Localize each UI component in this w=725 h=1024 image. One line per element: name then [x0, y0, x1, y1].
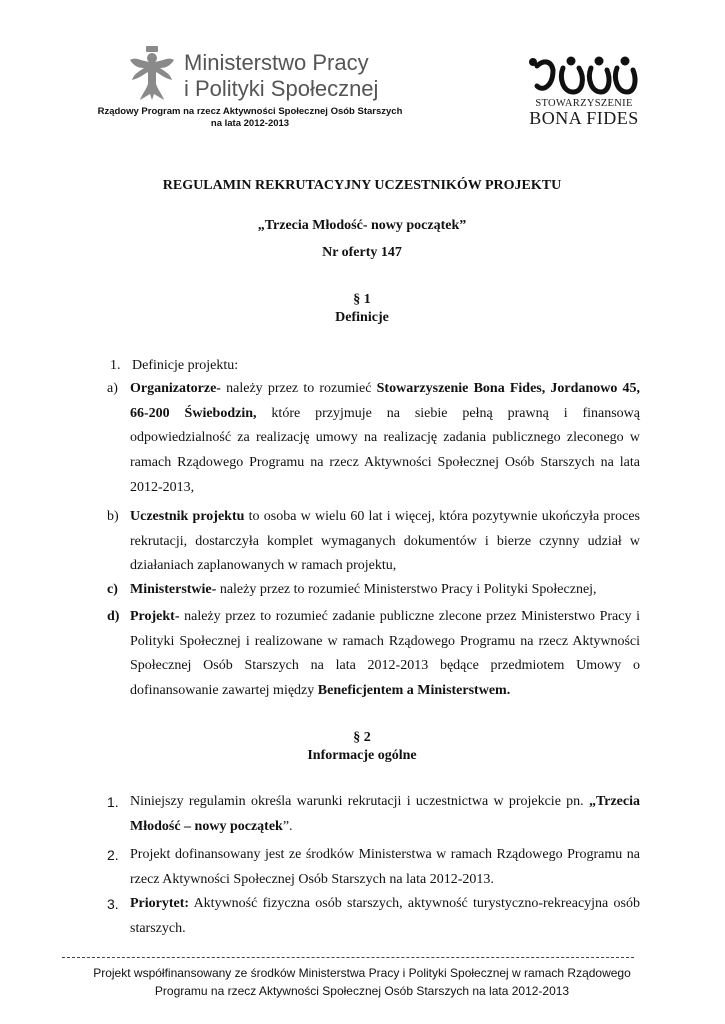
info-text: Niniejszy regulamin określa warunki rekrutacji i uczestnictwa w projekcie pn.: [130, 794, 589, 809]
info-item: [107, 892, 640, 941]
item-marker: d): [107, 609, 120, 624]
definition-text: które przyjmuje na siebie pełną prawną i finansową odpowiedzialność za realizację umowy na realizację zadania publicznego zleconego w ramach Rządowego Programu na rzecz Aktywności Społecznej Osób Starszych na lata 2012-2013,: [130, 405, 641, 495]
project-title: „Trzecia Młodość- nowy początek”: [257, 218, 467, 233]
definition-term: Organizatorze-: [130, 381, 221, 396]
definition-text: należy przez to rozumieć: [220, 381, 377, 396]
section2-title: Informacje ogólne: [307, 748, 417, 763]
footer-line2: Programu na rzecz Aktywności Społecznej Osób Starszych na lata 2012-2013: [154, 984, 570, 998]
definition-bold-text: Beneficjentem a Ministerstwem.: [317, 683, 511, 699]
ministry-line1: Ministerstwo Pracy: [184, 50, 369, 75]
definition-term: Projekt-: [130, 609, 180, 624]
definitions-intro: [110, 354, 238, 379]
info-item: [107, 790, 640, 839]
offer-number: Nr oferty 147: [322, 245, 402, 260]
item-marker: b): [107, 509, 119, 524]
footer-line1: Projekt współfinansowany ze środków Ministerstwa Pracy i Polityki Społecznej w ramach Rządowego: [93, 966, 631, 980]
definition-item: [107, 377, 640, 501]
polish-eagle-icon: [128, 44, 176, 102]
program-line1: Rządowy Program na rzecz Aktywności Społecznej Osób Starszych: [97, 106, 403, 117]
program-caption: [80, 106, 420, 130]
association-name-line1: STOWARZYSZENIE: [535, 98, 633, 109]
definition-item: [107, 578, 640, 603]
info-bold-text: „Trzecia Młodość – nowy początek: [130, 794, 640, 834]
section1-title: Definicje: [335, 310, 389, 325]
item-number: 1.: [107, 794, 119, 810]
definition-item: [107, 505, 640, 579]
bona-fides-logo-icon: [529, 56, 639, 98]
definition-term: Ministerstwie-: [130, 582, 217, 597]
footer: [62, 964, 662, 1000]
definition-item: [107, 605, 640, 704]
definition-term: Uczestnik projektu: [130, 509, 245, 524]
definition-text: należy przez to rozumieć zadanie publiczne zlecone przez Ministerstwo Pracy i Polityki Społecznej i realizowane w ramach Rządowego Programu na rzecz Aktywności Społecznej Osób Starszych na lata 2012-2013 będące przedmiotem Umowy o dofinansowanie zawartej między: [130, 609, 640, 699]
info-text: Projekt dofinansowany jest ze środków Ministerstwa w ramach Rządowego Programu na rzecz Aktywności Społecznej Osób Starszych na lata 2012-2013.: [130, 847, 640, 887]
definitions-intro-number: 1.: [110, 358, 121, 373]
info-item: [107, 843, 640, 892]
info-text: Aktywność fizyczna osób starszych, aktywność turystyczno-rekreacyjna osób starszych.: [130, 896, 640, 936]
ministry-name: [184, 50, 378, 102]
program-line2: na lata 2012-2013: [210, 118, 290, 129]
info-bold-text: Priorytet:: [130, 896, 190, 911]
association-name-line2: BONA FIDES: [529, 108, 639, 128]
footer-divider: [62, 957, 634, 958]
item-marker: a): [107, 381, 118, 396]
ministry-line2: i Polityki Społecznej: [184, 76, 379, 101]
item-marker: c): [107, 582, 118, 597]
definition-text: to osoba w wielu 60 lat i więcej, która pozytywnie ukończyła proces rekrutacji, dostarczyła komplet wymaganych dokumentów i bierze czynny udział w działaniach zaplanowanych w ramach projektu,: [130, 509, 640, 574]
definition-text: należy przez to rozumieć Ministerstwo Pracy i Polityki Społecznej,: [216, 582, 597, 597]
item-number: 2.: [107, 847, 119, 863]
item-number: 3.: [107, 896, 119, 912]
definition-bold-text: Stowarzyszenie Bona Fides, Jordanowo 45, 66-200 Świebodzin,: [130, 381, 640, 421]
info-text: ”.: [282, 818, 293, 834]
definitions-intro-text: Definicje projektu:: [132, 358, 239, 373]
section2-symbol: § 2: [353, 730, 371, 745]
document-title: REGULAMIN REKRUTACYJNY UCZESTNIKÓW PROJEKTU: [162, 178, 562, 193]
section1-symbol: § 1: [353, 292, 371, 307]
